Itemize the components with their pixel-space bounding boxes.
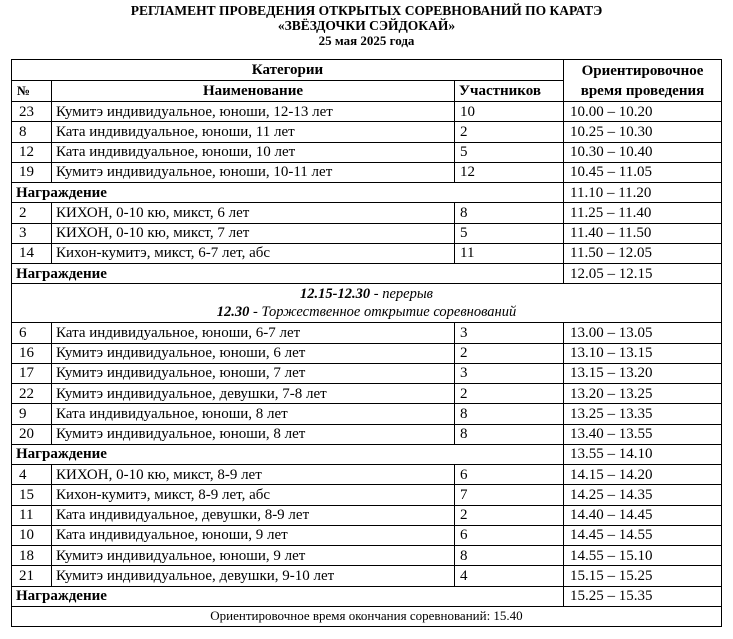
award-label: Награждение [12, 183, 564, 203]
table-row [12, 122, 722, 142]
row-time: 13.25 – 13.35 [564, 404, 722, 424]
row-number: 8 [12, 122, 52, 142]
table-row [12, 546, 722, 566]
award-row [12, 444, 722, 464]
row-number: 4 [12, 465, 52, 485]
row-time: 11.25 – 11.40 [564, 203, 722, 223]
row-name: Кумитэ индивидуальное, юноши, 8 лет [52, 424, 455, 444]
row-number: 6 [12, 323, 52, 343]
row-name: Кихон-кумитэ, микст, 8-9 лет, абс [52, 485, 455, 505]
opening-time: 12.30 [216, 304, 250, 321]
row-name: Ката индивидуальное, юноши, 11 лет [52, 122, 455, 142]
table-row [12, 566, 722, 586]
schedule-table [11, 59, 722, 627]
row-participants: 7 [455, 485, 564, 505]
table-row [12, 404, 722, 424]
footer-note: Ориентировочное время окончания соревнований: 15.40 [12, 606, 722, 626]
row-participants: 8 [455, 424, 564, 444]
row-name: Ката индивидуальное, юноши, 10 лет [52, 142, 455, 162]
row-name: Ката индивидуальное, юноши, 9 лет [52, 525, 455, 545]
document-header [0, 0, 733, 48]
row-number: 19 [12, 162, 52, 182]
row-name: Кумитэ индивидуальное, девушки, 7-8 лет [52, 384, 455, 404]
table-row [12, 323, 722, 343]
table-row [12, 243, 722, 263]
row-number: 11 [12, 505, 52, 525]
table-row [12, 162, 722, 182]
row-name: Кумитэ индивидуальное, юноши, 10-11 лет [52, 162, 455, 182]
award-row [12, 264, 722, 284]
row-participants: 3 [455, 363, 564, 383]
break-text: - перерыв [370, 286, 433, 303]
footer-row [12, 606, 722, 626]
row-number: 3 [12, 223, 52, 243]
row-participants: 8 [455, 203, 564, 223]
table-row [12, 384, 722, 404]
table-row [12, 223, 722, 243]
row-time: 15.15 – 15.25 [564, 566, 722, 586]
row-number: 23 [12, 102, 52, 122]
row-time: 13.20 – 13.25 [564, 384, 722, 404]
title-date: 25 мая 2025 года [318, 33, 415, 48]
row-name: Кихон-кумитэ, микст, 6-7 лет, абс [52, 243, 455, 263]
award-time: 15.25 – 15.35 [564, 586, 722, 606]
name-header: Наименование [52, 81, 455, 102]
row-number: 18 [12, 546, 52, 566]
row-participants: 5 [455, 142, 564, 162]
row-name: Кумитэ индивидуальное, девушки, 9-10 лет [52, 566, 455, 586]
row-time: 10.45 – 11.05 [564, 162, 722, 182]
row-participants: 11 [455, 243, 564, 263]
row-number: 21 [12, 566, 52, 586]
break-row [12, 284, 722, 323]
opening-text: - Торжественное открытие соревнований [249, 304, 517, 321]
num-header: № [12, 81, 52, 102]
row-name: Кумитэ индивидуальное, юноши, 9 лет [52, 546, 455, 566]
header-row-1 [12, 60, 722, 81]
row-time: 10.25 – 10.30 [564, 122, 722, 142]
row-number: 20 [12, 424, 52, 444]
table-row [12, 142, 722, 162]
row-time: 11.50 – 12.05 [564, 243, 722, 263]
break-time: 12.15-12.30 [300, 286, 371, 303]
table-row [12, 465, 722, 485]
row-participants: 2 [455, 122, 564, 142]
row-time: 14.45 – 14.55 [564, 525, 722, 545]
row-time: 14.15 – 14.20 [564, 465, 722, 485]
table-row [12, 203, 722, 223]
row-time: 13.40 – 13.55 [564, 424, 722, 444]
row-number: 17 [12, 363, 52, 383]
row-time: 14.40 – 14.45 [564, 505, 722, 525]
row-participants: 8 [455, 546, 564, 566]
row-number: 9 [12, 404, 52, 424]
award-row [12, 586, 722, 606]
table-row [12, 363, 722, 383]
row-time: 10.30 – 10.40 [564, 142, 722, 162]
table-row [12, 505, 722, 525]
row-time: 14.55 – 15.10 [564, 546, 722, 566]
title-line-1: РЕГЛАМЕНТ ПРОВЕДЕНИЯ ОТКРЫТЫХ СОРЕВНОВАНИЙ ПО КАРАТЭ [130, 3, 603, 18]
row-time: 14.25 – 14.35 [564, 485, 722, 505]
break-cell [12, 284, 722, 323]
row-time: 11.40 – 11.50 [564, 223, 722, 243]
row-number: 12 [12, 142, 52, 162]
row-number: 10 [12, 525, 52, 545]
row-name: Ката индивидуальное, девушки, 8-9 лет [52, 505, 455, 525]
title-line-2: «ЗВЁЗДОЧКИ СЭЙДОКАЙ» [277, 18, 456, 33]
row-name: Кумитэ индивидуальное, юноши, 12-13 лет [52, 102, 455, 122]
categories-header: Категории [12, 60, 564, 81]
award-time: 12.05 – 12.15 [564, 264, 722, 284]
opening-line [16, 303, 717, 321]
break-line [16, 285, 717, 303]
row-number: 22 [12, 384, 52, 404]
table-row [12, 525, 722, 545]
row-participants: 3 [455, 323, 564, 343]
row-participants: 8 [455, 404, 564, 424]
award-label: Награждение [12, 586, 564, 606]
table-row [12, 424, 722, 444]
row-time: 13.00 – 13.05 [564, 323, 722, 343]
award-time: 11.10 – 11.20 [564, 183, 722, 203]
award-label: Награждение [12, 444, 564, 464]
time-header: Ориентировочное время проведения [564, 60, 722, 102]
row-participants: 2 [455, 343, 564, 363]
row-participants: 6 [455, 525, 564, 545]
row-participants: 4 [455, 566, 564, 586]
row-name: КИХОН, 0-10 кю, микст, 6 лет [52, 203, 455, 223]
row-number: 14 [12, 243, 52, 263]
row-time: 13.15 – 13.20 [564, 363, 722, 383]
row-participants: 2 [455, 505, 564, 525]
table-row [12, 485, 722, 505]
row-participants: 5 [455, 223, 564, 243]
row-name: КИХОН, 0-10 кю, микст, 7 лет [52, 223, 455, 243]
table-row [12, 102, 722, 122]
row-participants: 2 [455, 384, 564, 404]
row-name: КИХОН, 0-10 кю, микст, 8-9 лет [52, 465, 455, 485]
row-participants: 6 [455, 465, 564, 485]
row-name: Кумитэ индивидуальное, юноши, 7 лет [52, 363, 455, 383]
row-time: 13.10 – 13.15 [564, 343, 722, 363]
row-name: Ката индивидуальное, юноши, 8 лет [52, 404, 455, 424]
row-number: 2 [12, 203, 52, 223]
award-row [12, 183, 722, 203]
row-participants: 12 [455, 162, 564, 182]
row-name: Кумитэ индивидуальное, юноши, 6 лет [52, 343, 455, 363]
table-row [12, 343, 722, 363]
participants-header: Участников [455, 81, 564, 102]
row-number: 16 [12, 343, 52, 363]
award-time: 13.55 – 14.10 [564, 444, 722, 464]
row-name: Ката индивидуальное, юноши, 6-7 лет [52, 323, 455, 343]
row-number: 15 [12, 485, 52, 505]
row-time: 10.00 – 10.20 [564, 102, 722, 122]
row-participants: 10 [455, 102, 564, 122]
award-label: Награждение [12, 264, 564, 284]
